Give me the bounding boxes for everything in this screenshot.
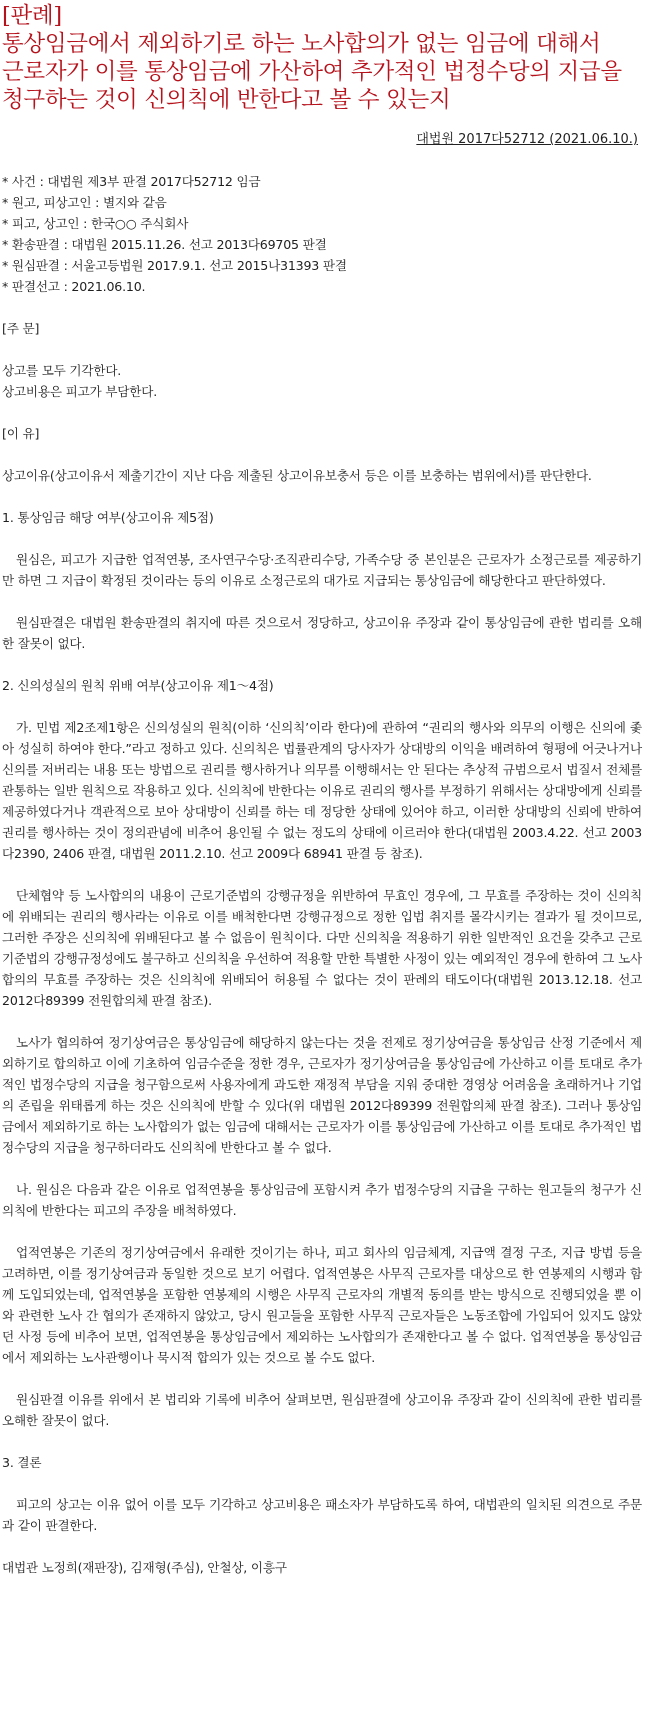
section-1-paragraph: 원심은, 피고가 지급한 업적연봉, 조사연구수당·조직관리수당, 가족수당 중 본인분은 근로자가 소정근로를 제공하기만 하면 그 지급이 확정된 것이라는 등의 이유로 소정근로의 대가로 지급되는 통상임금에 해당한다고 판단하였다. (2, 552, 642, 588)
title-line: [판례] (2, 3, 62, 29)
section-2-paragraph: 업적연봉은 기존의 정기상여금에서 유래한 것이기는 하나, 피고 회사의 임금체계, 지급액 결정 구조, 지급 방법 등을 고려하면, 이를 정기상여금과 동일한 것으로 보기 어렵다. 업적연봉은 사무직 근로자를 대상으로 한 연봉제의 시행과 함께 도입되었는데, 업적연봉을 포함한 연봉제의 시행은 사무직 근로자의 개별적 동의를 받는 방식으로 진행되었을 뿐 이와 관련한 노사 간 협의가 존재하지 않았고, 당시 원고들을 포함한 사무직 근로자들은 노동조합에 가입되어 있지도 않았던 사정 등에 비추어 보면, 업적연봉을 통상임금에서 제외하는 노사합의가 존재한다고 볼 수 없다. 업적연봉을 통상임금에서 제외하는 노사관행이나 묵시적 합의가 있는 것으로 볼 수도 없다. (2, 1245, 642, 1365)
section-2-paragraph: 나. 원심은 다음과 같은 이유로 업적연봉을 통상임금에 포함시켜 추가 법정수당의 지급을 구하는 원고들의 청구가 신의칙에 반한다는 피고의 주장을 배척하였다. (2, 1182, 642, 1218)
case-meta-item: * 환송판결 : 대법원 2015.11.26. 선고 2013다69705 판결 (2, 237, 327, 252)
case-meta-item: * 원심판결 : 서울고등법원 2017.9.1. 선고 2015나31393 판결 (2, 258, 347, 273)
title-line: 청구하는 것이 신의칙에 반한다고 볼 수 있는지 (2, 87, 451, 113)
case-meta-list (2, 171, 642, 297)
document-page (0, 2, 648, 1578)
case-meta-item: * 피고, 상고인 : 한국○○ 주식회사 (2, 216, 189, 231)
section-1-paragraph: 원심판결은 대법원 환송판결의 취지에 따른 것으로서 정당하고, 상고이유 주장과 같이 통상임금에 관한 법리를 오해한 잘못이 없다. (2, 615, 642, 651)
section-2-paragraph: 단체협약 등 노사합의의 내용이 근로기준법의 강행규정을 위반하여 무효인 경우에, 그 무효를 주장하는 것이 신의칙에 위배되는 권리의 행사라는 이유로 이를 배척한다면 강행규정으로 정한 입법 취지를 몰각시키는 결과가 될 것이므로, 그러한 주장은 신의칙에 위배된다고 볼 수 없음이 원칙이다. 다만 신의칙을 적용하기 위한 일반적인 요건을 갖추고 근로기준법의 강행규정성에도 불구하고 신의칙을 우선하여 적용할 만한 특별한 사정이 있는 예외적인 경우에 한하여 그 노사합의의 무효를 주장하는 것은 신의칙에 위배되어 허용될 수 없다는 것이 판례의 태도이다(대법원 2013.12.18. 선고 2012다89399 전원합의체 판결 참조). (2, 888, 642, 1008)
section-2-paragraph: 원심판결 이유를 위에서 본 법리와 기록에 비추어 살펴보면, 원심판결에 상고이유 주장과 같이 신의칙에 관한 법리를 오해한 잘못이 없다. (2, 1392, 642, 1428)
title-line: 통상임금에서 제외하기로 하는 노사합의가 없는 임금에 대해서 (2, 31, 601, 57)
section-3-heading: 3. 결론 (2, 1455, 42, 1470)
section-3-paragraph: 피고의 상고는 이유 없어 이를 모두 기각하고 상고비용은 패소자가 부담하도록 하여, 대법관의 일치된 의견으로 주문과 같이 판결한다. (2, 1497, 642, 1533)
case-reference-text: 대법원 2017다52712 (2021.06.10.) (416, 132, 638, 147)
title-line: 근로자가 이를 통상임금에 가산하여 추가적인 법정수당의 지급을 (2, 59, 622, 85)
section-1-heading: 1. 통상임금 해당 여부(상고이유 제5점) (2, 510, 214, 525)
section-2-paragraph: 가. 민법 제2조제1항은 신의성실의 원칙(이하 ‘신의칙’이라 한다)에 관하여 “권리의 행사와 의무의 이행은 신의에 좇아 성실히 하여야 한다.”라고 정하고 있다. 신의칙은 법률관계의 당사자가 상대방의 이익을 배려하여 형평에 어긋나거나 신의를 저버리는 내용 또는 방법으로 권리를 행사하거나 의무를 이행해서는 안 된다는 추상적 규범으로서 법질서 전체를 관통하는 일반 원칙으로 작용하고 있다. 신의칙에 반한다는 이유로 권리의 행사를 부정하기 위해서는 상대방에게 신뢰를 제공하였다거나 객관적으로 보아 상대방이 신뢰를 하는 데 정당한 상태에 있어야 하고, 이러한 상대방의 신뢰에 반하여 권리를 행사하는 것이 정의관념에 비추어 용인될 수 없는 정도의 상태에 이르러야 한다(대법원 2003.4.22. 선고 2003다2390, 2406 판결, 대법원 2011.2.10. 선고 2009다 68941 판결 등 참조). (2, 720, 642, 861)
reason-heading: [이 유] (2, 426, 40, 441)
case-meta-item: * 판결선고 : 2021.06.10. (2, 279, 146, 294)
reason-intro: 상고이유(상고이유서 제출기간이 지난 다음 제출된 상고이유보충서 등은 이를 보충하는 범위에서)를 판단한다. (2, 468, 592, 483)
order-section (2, 360, 642, 402)
judges-line: 대법관 노정희(재판장), 김재형(주심), 안철상, 이흥구 (2, 1560, 287, 1575)
order-line: 상고비용은 피고가 부담한다. (2, 384, 157, 399)
case-meta-item: * 원고, 피상고인 : 별지와 같음 (2, 195, 167, 210)
section-2-heading: 2. 신의성실의 원칙 위배 여부(상고이유 제1～4점) (2, 678, 274, 693)
section-2-paragraph: 노사가 협의하여 정기상여금은 통상임금에 해당하지 않는다는 것을 전제로 정기상여금을 통상임금 산정 기준에서 제외하기로 합의하고 이에 기초하여 임금수준을 정한 경우, 근로자가 정기상여금을 통상임금에 가산하고 이를 토대로 추가적인 법정수당의 지급을 청구함으로써 사용자에게 과도한 재정적 부담을 지워 중대한 경영상 어려움을 초래하거나 기업의 존립을 위태롭게 하는 것은 신의칙에 반할 수 있다(위 대법원 2012다89399 전원합의체 판결 참조). 그러나 통상임금에서 제외하기로 하는 노사합의가 없는 임금에 대해서는 근로자가 이를 통상임금에 가산하고 이를 토대로 추가적인 법정수당의 지급을 청구하더라도 신의칙에 반한다고 볼 수 없다. (2, 1035, 642, 1155)
order-line: 상고를 모두 기각한다. (2, 363, 122, 378)
document-title (2, 2, 642, 114)
case-reference (2, 128, 642, 147)
case-meta-item: * 사건 : 대법원 제3부 판결 2017다52712 임금 (2, 174, 261, 189)
order-heading: [주 문] (2, 321, 40, 336)
